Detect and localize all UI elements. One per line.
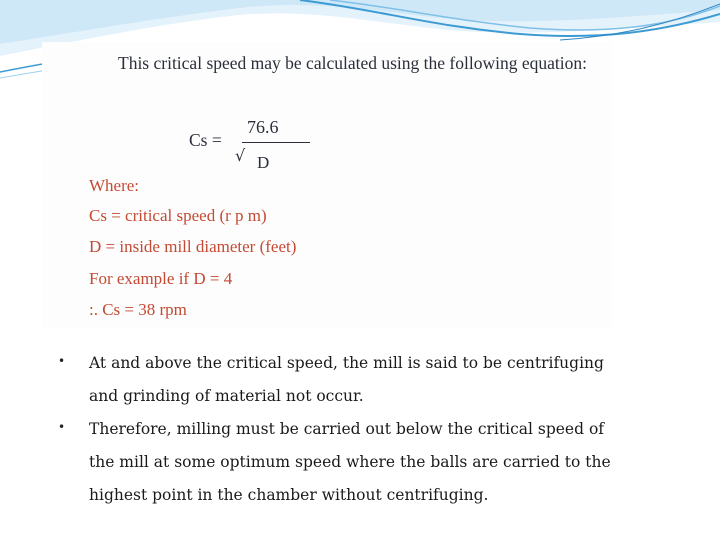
formula-lhs: Cs =: [189, 130, 222, 150]
square-root-symbol: √: [235, 146, 246, 165]
definition-line: D = inside mill diameter (feet): [89, 237, 297, 256]
bullet-marker: •: [58, 354, 66, 368]
definition-line: Where:: [89, 176, 140, 195]
bullet-text-line: Therefore, milling must be carried out below the critical speed of: [89, 420, 605, 438]
fraction-bar: [242, 142, 310, 143]
formula-image: [42, 42, 612, 327]
formula-denominator: D: [257, 153, 270, 172]
bullet-text-line: the mill at some optimum speed where the balls are carried to the: [89, 453, 611, 471]
formula-numerator: 76.6: [247, 117, 279, 137]
bullet-marker: •: [58, 420, 66, 434]
definition-line: For example if D = 4: [89, 269, 233, 288]
definition-line: Cs = critical speed (r p m): [89, 206, 267, 225]
bullet-text-line: highest point in the chamber without centrifuging.: [89, 486, 489, 504]
equation-intro-text: This critical speed may be calculated using the following equation:: [118, 53, 587, 73]
definition-line: :. Cs = 38 rpm: [89, 300, 187, 319]
bullet-text-line: and grinding of material not occur.: [89, 387, 364, 405]
bullet-text-line: At and above the critical speed, the mill is said to be centrifuging: [89, 354, 604, 372]
